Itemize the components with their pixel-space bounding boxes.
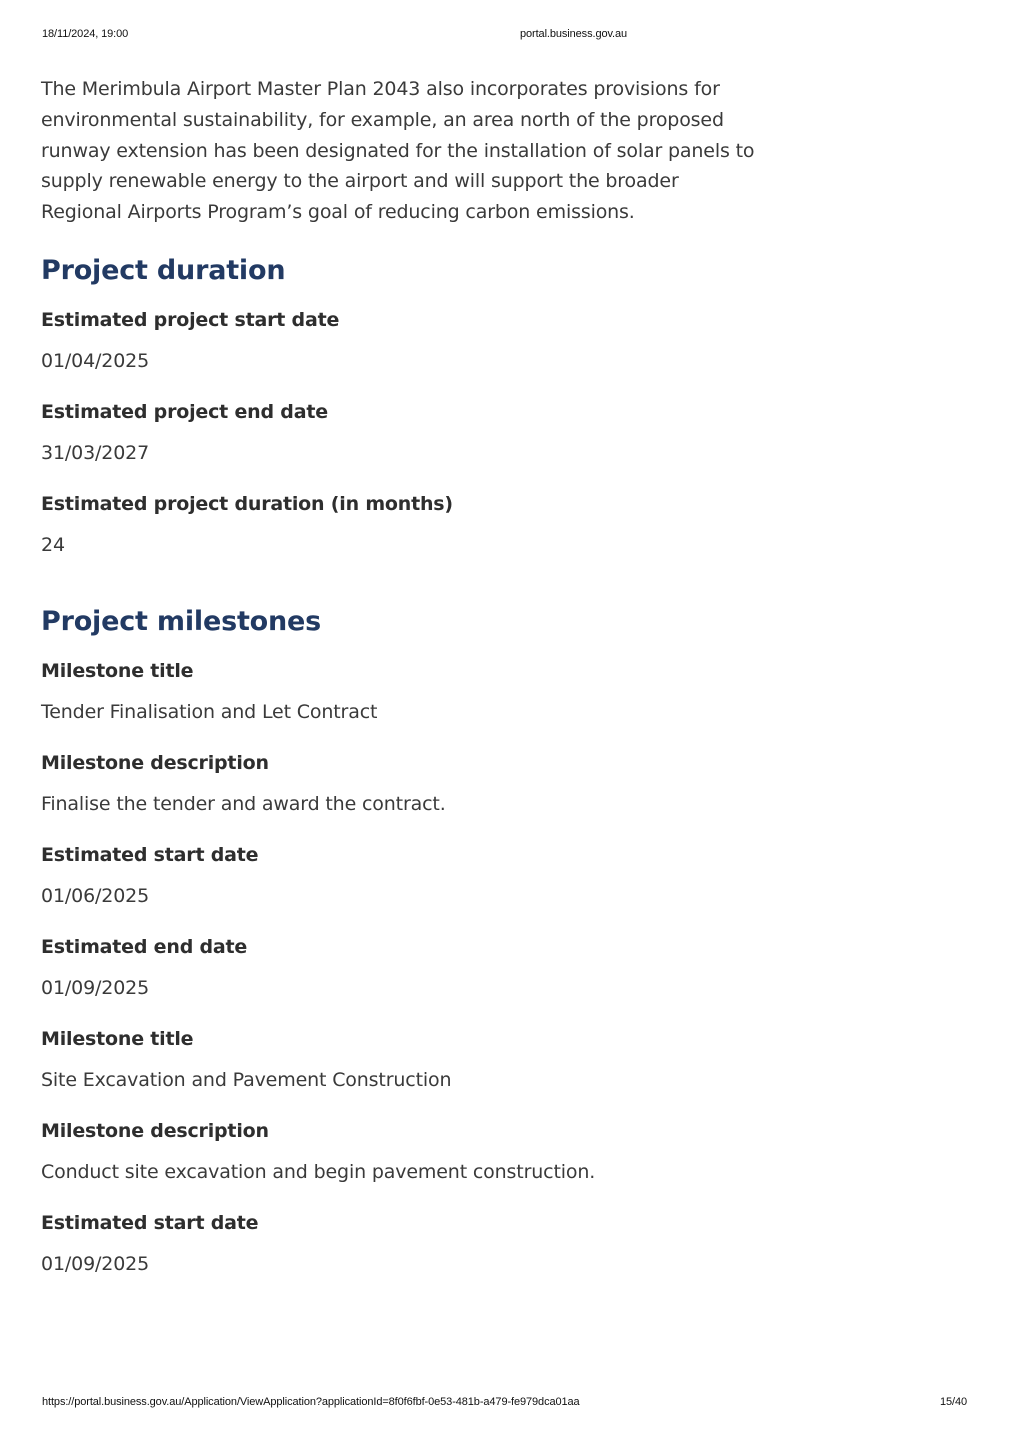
field-label: Estimated start date bbox=[41, 843, 259, 866]
field-value: 01/06/2025 bbox=[41, 884, 150, 907]
print-footer-url[interactable]: https://portal.business.gov.au/Application/ViewApplication?applicationId=8f0f6fbf-0e53-481b-a479-fe979dca01aa bbox=[42, 1396, 580, 1408]
field-label: Estimated project start date bbox=[41, 308, 340, 331]
field-label: Milestone title bbox=[41, 1027, 194, 1050]
project-duration-fields bbox=[41, 308, 761, 557]
field-value: Finalise the tender and award the contract. bbox=[41, 792, 446, 815]
field-label: Milestone description bbox=[41, 1119, 269, 1142]
project-milestones-heading: Project milestones bbox=[41, 605, 322, 637]
field-value: 01/09/2025 bbox=[41, 1252, 150, 1275]
page-content bbox=[41, 74, 761, 1276]
field-value: Conduct site excavation and begin pavement construction. bbox=[41, 1160, 596, 1183]
print-datetime: 18/11/2024, 19:00 bbox=[42, 28, 129, 40]
field-label: Milestone description bbox=[41, 751, 269, 774]
field-value: 01/04/2025 bbox=[41, 349, 150, 372]
field-label: Estimated project end date bbox=[41, 400, 328, 423]
field-value: 24 bbox=[41, 533, 65, 556]
field-value: 01/09/2025 bbox=[41, 976, 150, 999]
field-value: 31/03/2027 bbox=[41, 441, 150, 464]
page-number: 15/40 bbox=[940, 1396, 968, 1408]
project-milestones-fields bbox=[41, 659, 761, 1276]
field-label: Estimated end date bbox=[41, 935, 248, 958]
project-duration-heading: Project duration bbox=[41, 254, 286, 286]
field-value: Site Excavation and Pavement Construction bbox=[41, 1068, 452, 1091]
field-label: Estimated project duration (in months) bbox=[41, 492, 453, 515]
intro-paragraph: The Merimbula Airport Master Plan 2043 also incorporates provisions for environmental sustainability, for example, an area north of the proposed runway extension has been designated for the installation of solar panels to supply renewable energy to the airport and will support the broader Regional Airports Program’s goal of reducing carbon emissions. bbox=[41, 78, 755, 224]
print-host: portal.business.gov.au bbox=[520, 28, 628, 40]
field-label: Estimated start date bbox=[41, 1211, 259, 1234]
field-value: Tender Finalisation and Let Contract bbox=[41, 700, 378, 723]
field-label: Milestone title bbox=[41, 659, 194, 682]
